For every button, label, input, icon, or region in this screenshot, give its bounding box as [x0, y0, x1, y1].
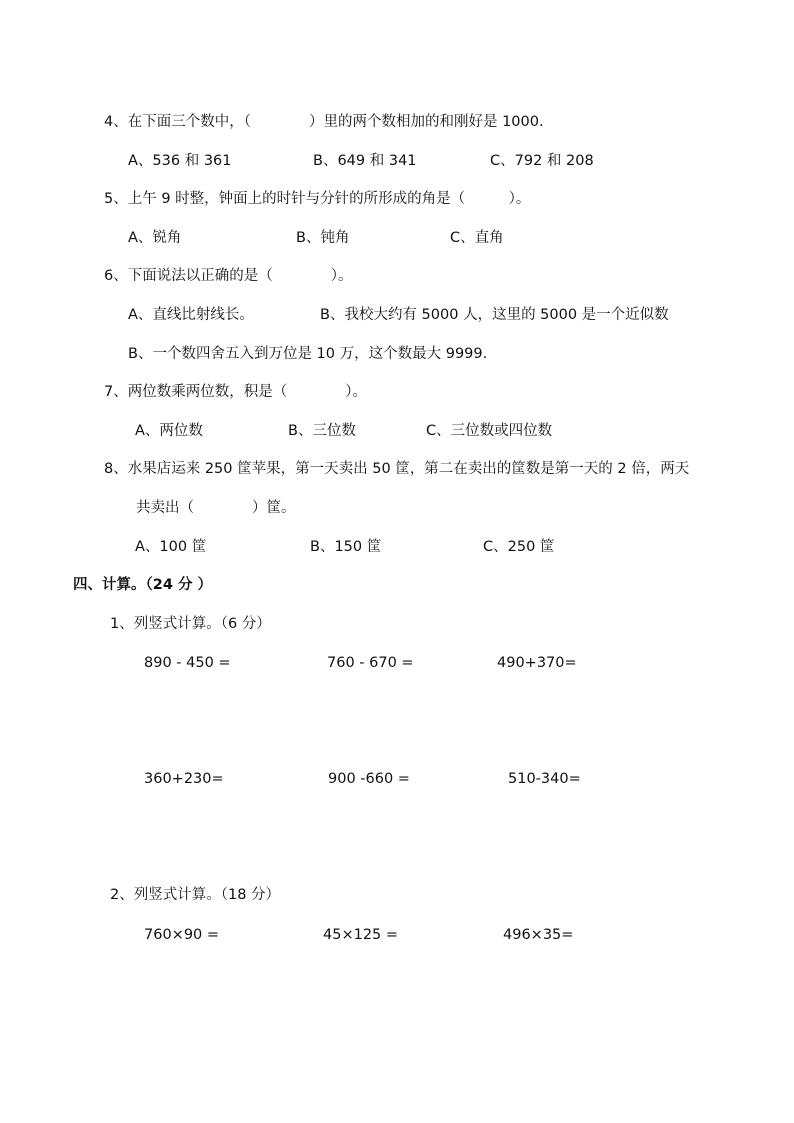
question-4-option-a: A、536 和 361: [128, 153, 232, 169]
question-5-stem: 5、上午 9 时整，钟面上的时针与分针的所形成的角是（ ）。: [104, 191, 531, 207]
question-8-option-b: B、150 筐: [310, 539, 382, 555]
calc-1-4: 360+230=: [144, 771, 224, 787]
question-4-option-b: B、649 和 341: [313, 153, 417, 169]
question-6-stem: 6、下面说法以正确的是（ ）。: [104, 268, 353, 284]
calc-2-2: 45×125 =: [323, 927, 399, 943]
question-4-option-c: C、792 和 208: [490, 153, 594, 169]
question-7-option-b: B、三位数: [288, 423, 356, 439]
question-5-option-c: C、直角: [450, 230, 504, 246]
question-6-option-c: B、一个数四舍五入到万位是 10 万，这个数最大 9999.: [128, 346, 488, 362]
question-5-option-b: B、钝角: [296, 230, 350, 246]
calc-1-5: 900 -660 =: [328, 771, 410, 787]
calc-2-1: 760×90 =: [144, 927, 220, 943]
question-4-stem: 4、在下面三个数中，（ ）里的两个数相加的和刚好是 1000.: [104, 114, 544, 130]
calc-1-3: 490+370=: [497, 655, 577, 671]
calc-2-3: 496×35=: [503, 927, 574, 943]
calc-part-2-title: 2、列竖式计算。（18 分）: [110, 887, 281, 903]
question-8-option-c: C、250 筐: [483, 539, 555, 555]
question-8-option-a: A、100 筐: [135, 539, 207, 555]
calc-1-1: 890 - 450 =: [144, 655, 231, 671]
calc-1-6: 510-340=: [508, 771, 581, 787]
section-4-title: 四、计算。（24 分 ）: [73, 577, 213, 593]
question-8-stem-line-2: 共卖出（ ）筐。: [136, 500, 296, 516]
calc-1-2: 760 - 670 =: [327, 655, 414, 671]
question-8-stem-line-1: 8、水果店运来 250 筐苹果，第一天卖出 50 筐，第二在卖出的筐数是第一天的 2 倍，两天: [104, 461, 690, 477]
calc-part-1-title: 1、列竖式计算。（6 分）: [110, 616, 271, 632]
question-7-option-a: A、两位数: [135, 423, 203, 439]
question-6-option-b: B、我校大约有 5000 人，这里的 5000 是一个近似数: [320, 307, 669, 323]
question-6-option-a: A、直线比射线长。: [128, 307, 254, 323]
question-5-option-a: A、锐角: [128, 230, 182, 246]
question-7-option-c: C、三位数或四位数: [426, 423, 553, 439]
question-7-stem: 7、两位数乘两位数，积是（ ）。: [104, 384, 367, 400]
